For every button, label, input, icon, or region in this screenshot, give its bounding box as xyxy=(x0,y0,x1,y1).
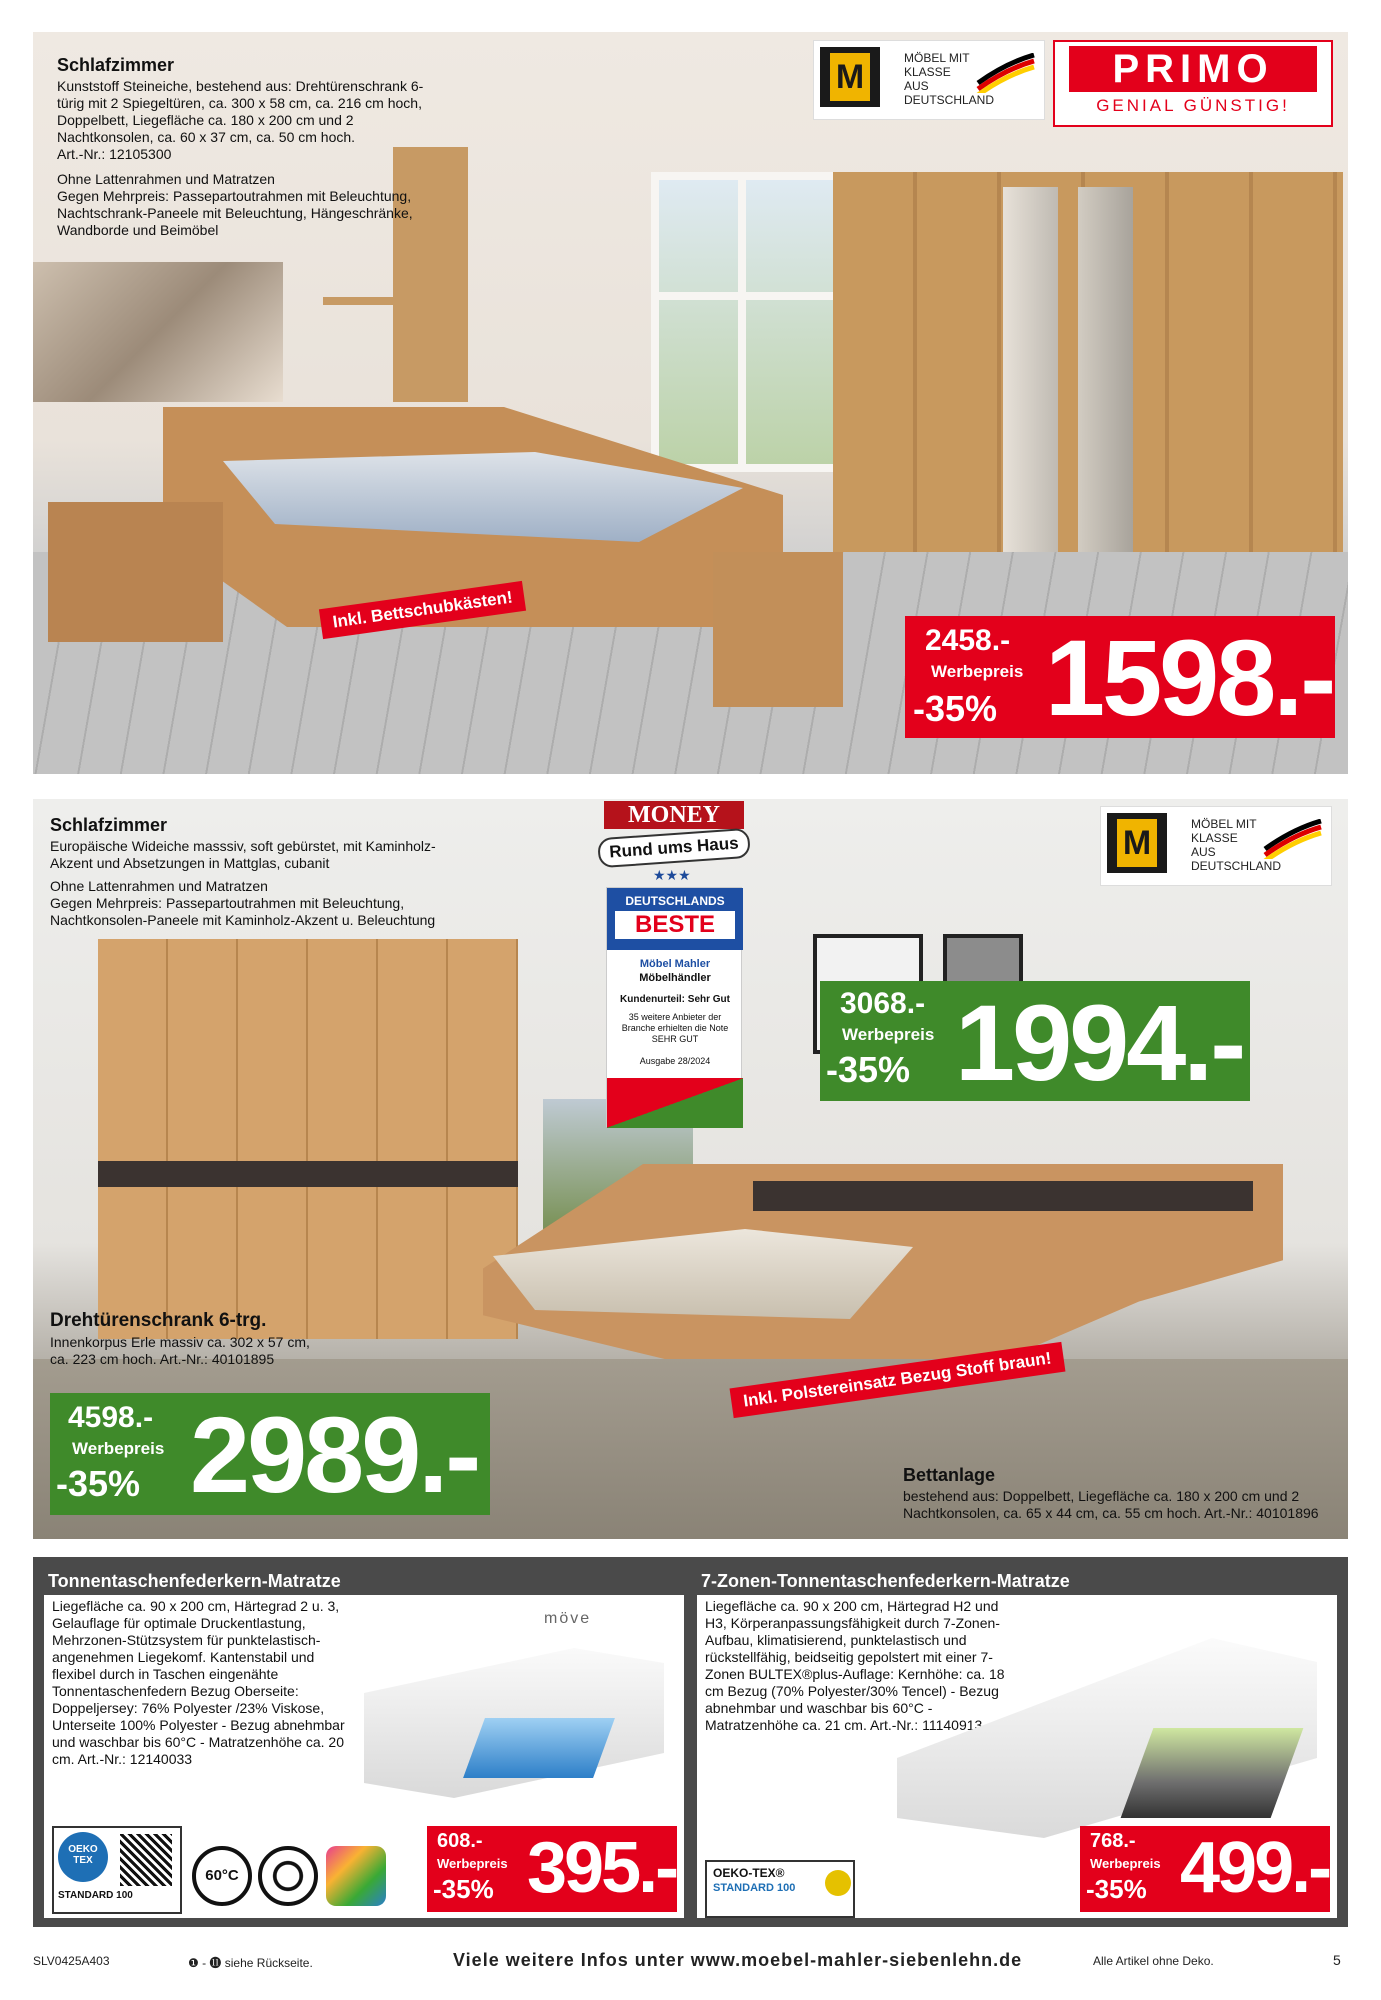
price-label: Werbepreis xyxy=(931,662,1024,681)
middle-description: Europäische Wideiche masssiv, soft gebürstet, mit Kaminholz-Akzent und Absetzungen in Mattglas, cubanit xyxy=(50,838,436,871)
mattress-2-card xyxy=(697,1568,1337,1918)
mattress-2-price-box: 768.- Werbepreis -35% 499.- xyxy=(1080,1826,1330,1912)
top-title: Schlafzimmer xyxy=(57,55,175,75)
footer-website[interactable]: Viele weitere Infos unter www.moebel-mahler-siebenlehn.de xyxy=(453,1950,1023,1970)
mattress-1-desc: Liegefläche ca. 90 x 200 cm, Härtegrad 2 u. 3, Gelauflage für optimale Druckentlastung, Mehrzonen-Stützsystem für punktelastisch-angenehmen Liegekomf. Kantenstabil und flexibel durch in Taschen eingenähte Tonnentaschenfedern Bezug Oberseite: Doppeljersey: 76% Polyester /23% Viskose, Unterseite 100% Polyester - Bezug abnehmbar und waschbar bis 60°C - Matratzenhöhe ca. 20 cm. Art.-Nr.: 12140033 xyxy=(52,1598,345,1767)
oeko-tex-label-2: OEKO-TEX® STANDARD 100 xyxy=(705,1860,855,1918)
mattress-section xyxy=(33,1557,1348,1927)
middle-ribbon: Inkl. Polstereinsatz Bezug Stoff braun! xyxy=(730,1342,1066,1418)
wardrobe-illustration-2 xyxy=(98,939,518,1339)
mattress-1-title: Tonnentaschenfederkern-Matratze xyxy=(44,1568,684,1595)
footer-disclaimer: Alle Artikel ohne Deko. xyxy=(1093,1954,1214,1968)
focus-money-award-badge: MONEY Rund ums Haus ★★★ DEUTSCHLANDS BESTE Möbel Mahler Möbelhändler Kundenurteil: Sehr Gut 35 weitere Anbieter der Branche erhielten die Note SEHR GUT Ausgabe 28/2024 xyxy=(598,797,748,1127)
qr-code-icon xyxy=(120,1834,172,1886)
wardrobe-text xyxy=(50,1310,330,1368)
made-in-germany-badge-2: M MÖBEL MIT KLASSE AUS DEUTSCHLAND xyxy=(1100,806,1332,886)
gel-icon xyxy=(326,1846,386,1906)
wardrobe-price-box: 4598.- Werbepreis -35% 2989.- xyxy=(50,1393,490,1515)
oeko-tex-label: OEKO TEX STANDARD 100 xyxy=(52,1826,182,1914)
middle-title: Schlafzimmer xyxy=(50,815,168,835)
money-brand: MONEY xyxy=(604,801,744,829)
top-art-nr: Art.-Nr.: 12105300 xyxy=(57,146,172,162)
wall-art xyxy=(33,262,283,402)
quality-seal-icon: M xyxy=(820,47,880,107)
top-description: Kunststoff Steineiche, bestehend aus: Drehtürenschrank 6-türig mit 2 Spiegeltüren, ca. 300 x 58 cm, ca. 216 cm hoch, Doppelbett, Liegefläche ca. 180 x 200 cm und 2 Nachtkonsolen, ca. 60 x 37 cm, ca. 50 cm hoch. xyxy=(57,78,424,145)
middle-extras-2: Gegen Mehrpreis: Passepartoutrahmen mit Beleuchtung, Nachtkonsolen-Paneele mit Kaminholz-Akzent u. Beleuchtung xyxy=(50,895,436,928)
footer-code: SLV0425A403 xyxy=(33,1954,110,1968)
german-flag-icon xyxy=(976,53,1036,93)
house-icon xyxy=(607,1078,743,1128)
mattress-2-desc: Liegefläche ca. 90 x 200 cm, Härtegrad H2 und H3, Körperanpassungsfähigkeit durch 7-Zonen-Aufbau, klimatisierend, punktelastisch und rückstellfähig, beidseitig gepolstert mit einer 7-Zonen BULTEX®plus-Auflage: Kernhöhe: ca. 18 cm Bezug (70% Polyester/30% Tencel) - Bezug abnehmbar und waschbar bis 60°C - Matratzenhöhe ca. 21 cm. Art.-Nr.: 11140913 xyxy=(705,1598,1005,1733)
top-price-box xyxy=(905,616,1335,738)
mattress-2-title: 7-Zonen-Tonnentaschenfederkern-Matratze xyxy=(697,1568,1337,1595)
mattress-1-price-box: 608.- Werbepreis -35% 395.- xyxy=(427,1826,677,1912)
primo-logo: PRIMO GENIAL GÜNSTIG! xyxy=(1053,40,1333,127)
quality-seal-icon: M xyxy=(1107,813,1167,873)
made-in-germany-badge: M MÖBEL MIT KLASSE AUS DEUTSCHLAND xyxy=(813,40,1045,120)
stars-icon: ★★★ xyxy=(653,867,691,883)
moeve-logo: möve xyxy=(544,1610,592,1627)
spring-icon xyxy=(258,1846,318,1906)
bed-text xyxy=(903,1465,1343,1522)
middle-text xyxy=(50,815,470,929)
page-number: 5 xyxy=(1333,1952,1341,1968)
middle-extras-1: Ohne Lattenrahmen und Matratzen xyxy=(50,878,268,894)
top-text xyxy=(57,55,437,239)
bed-price-box: 3068.- Werbepreis -35% 1994.- xyxy=(820,981,1250,1101)
bed-title: Bettanlage xyxy=(903,1465,996,1485)
old-price: 2458.- xyxy=(925,624,1011,657)
top-extras-1: Ohne Lattenrahmen und Matratzen xyxy=(57,171,275,187)
price: 1598.- xyxy=(1045,617,1334,738)
bed-desc: bestehend aus: Doppelbett, Liegefläche ca. 180 x 200 cm und 2 Nachtkonsolen, ca. 65 x 44 cm, ca. 55 cm hoch. Art.-Nr.: 40101896 xyxy=(903,1488,1319,1521)
money-ribbon: Rund ums Haus xyxy=(597,828,751,869)
top-extras-2: Gegen Mehrpreis: Passepartoutrahmen mit Beleuchtung, Nachtschrank-Paneele mit Beleuchtung, Hängeschränke, Wandborde und Beimöbel xyxy=(57,188,413,238)
wardrobe-desc: Innenkorpus Erle massiv ca. 302 x 57 cm, ca. 223 cm hoch. Art.-Nr.: 40101895 xyxy=(50,1334,310,1367)
footer-note: ❶ - ⓫ siehe Rückseite. xyxy=(188,1956,313,1970)
german-flag-icon xyxy=(1263,819,1323,859)
discount: -35% xyxy=(913,688,998,729)
sun-icon xyxy=(825,1870,851,1896)
top-ribbon: Inkl. Bettschubkästen! xyxy=(319,581,527,639)
wardrobe-title: Drehtürenschrank 6-trg. xyxy=(50,1310,267,1331)
footer xyxy=(33,1950,1348,1980)
window-illustration xyxy=(651,172,841,472)
mattress-1-card xyxy=(44,1568,684,1918)
wash-60-icon: 60°C xyxy=(192,1846,252,1906)
